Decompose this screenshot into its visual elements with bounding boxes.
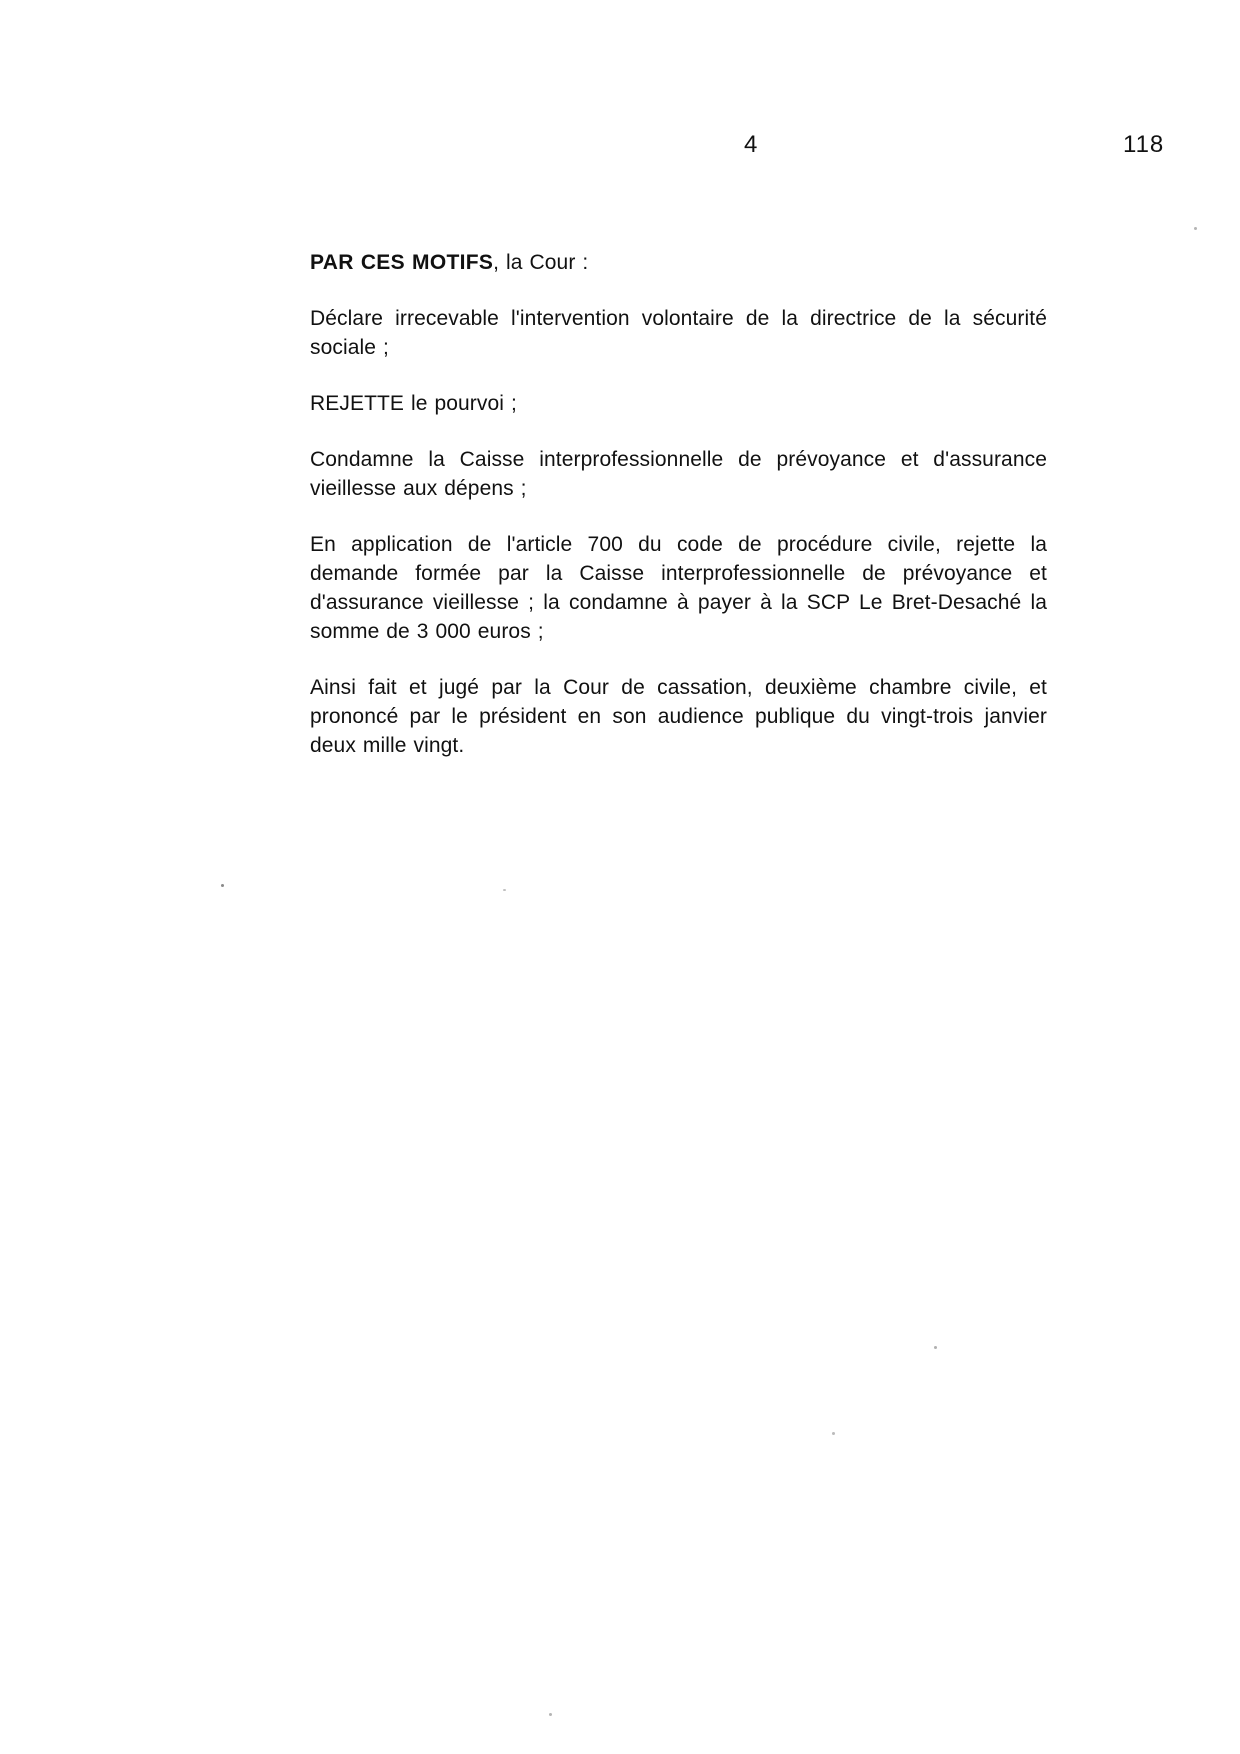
decision-text-block <box>310 248 1047 787</box>
scan-speck <box>549 1713 552 1716</box>
paragraph-rejette-pourvoi: REJETTE le pourvoi ; <box>310 392 517 415</box>
scan-speck <box>1194 227 1197 230</box>
scan-speck <box>832 1432 835 1435</box>
scan-speck <box>503 889 506 891</box>
document-number: 118 <box>1123 131 1165 158</box>
decision-heading-bold: PAR CES MOTIFS <box>310 251 494 274</box>
page-number: 4 <box>744 131 759 158</box>
decision-heading <box>310 248 1047 277</box>
scan-speck <box>934 1346 937 1349</box>
scan-speck <box>221 884 224 887</box>
paragraph-declare-irrecevable: Déclare irrecevable l'intervention volontaire de la directrice de la sécurité sociale ; <box>310 307 1047 359</box>
paragraph-ainsi-fait: Ainsi fait et jugé par la Cour de cassation, deuxième chambre civile, et prononcé par le président en son audience publique du vingt-trois janvier deux mille vingt. <box>310 676 1047 757</box>
decision-heading-rest: , la Cour : <box>493 251 589 274</box>
paragraph-article-700: En application de l'article 700 du code de procédure civile, rejette la demande formée par la Caisse interprofessionnelle de prévoyance et d'assurance vieillesse ; la condamne à payer à la SCP Le Bret-Desaché la somme de 3 000 euros ; <box>310 533 1047 643</box>
paragraph-condamne-depens: Condamne la Caisse interprofessionnelle de prévoyance et d'assurance vieillesse aux dépens ; <box>310 448 1047 500</box>
